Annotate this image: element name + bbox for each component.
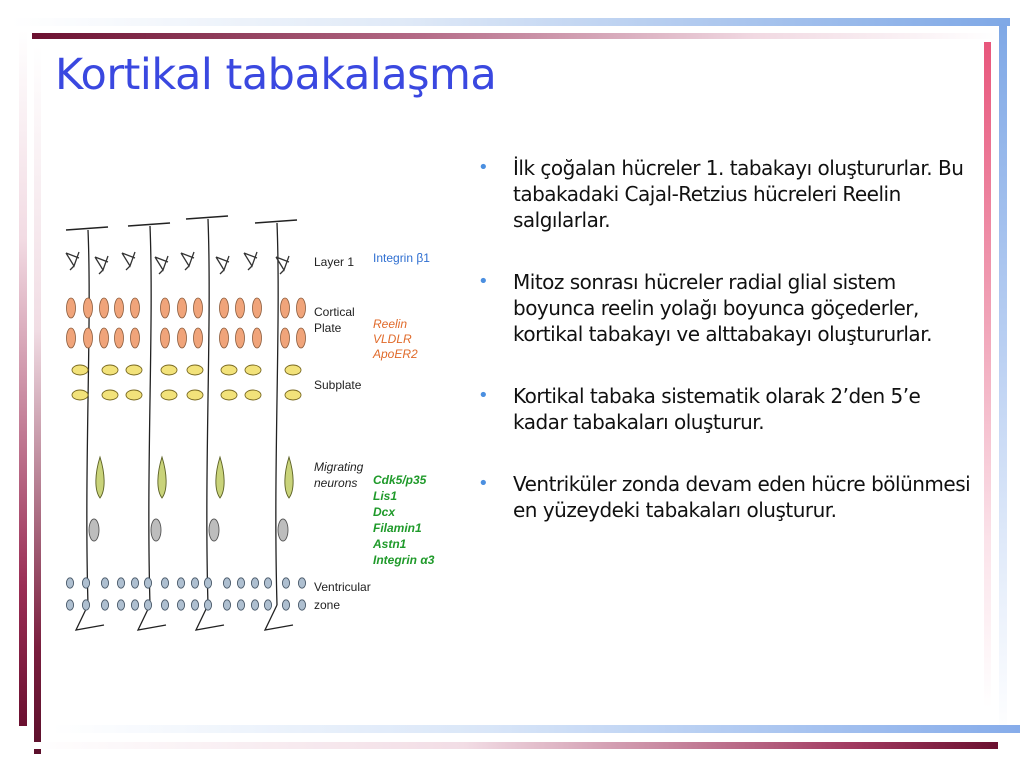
radial-glia-base [76, 605, 104, 630]
subplate-cell [102, 390, 118, 400]
subplate-cell [187, 390, 203, 400]
cajal-retzius-cell [244, 252, 257, 270]
bullet-text: Ventriküler zonda devam eden hücre bölünmesi en yüzeydeki tabakaları oluşturur. [513, 472, 971, 522]
bullet-text: Mitoz sonrası hücreler radial glial sistem boyunca reelin yolağı boyunca göçederler, kortikal tabakayı ve alttabakayı oluştururlar. [513, 270, 932, 346]
decor-bar-top-blue [10, 18, 1010, 26]
layer-label-cortical-plate [314, 305, 358, 335]
ventricular-zone-cell [177, 600, 184, 610]
cortical-plate-cell [161, 298, 170, 318]
ventricular-zone-cell [117, 578, 124, 588]
cortical-plate-cell [131, 328, 140, 348]
marker-label: ApoER2 [373, 347, 418, 361]
ventricular-zone-cell [177, 578, 184, 588]
cortical-plate-cell [236, 298, 245, 318]
migrating-neuron [216, 457, 224, 498]
marker-label: Reelin [373, 317, 408, 331]
ventricular-zone-cell [298, 600, 305, 610]
layer-label-line: Layer 1 [314, 255, 355, 269]
layer-label-subplate [314, 378, 362, 392]
radial-glia-endfoot [66, 227, 108, 230]
cortical-plate-cell [178, 328, 187, 348]
bullet-item [478, 155, 978, 233]
layer-label-line: Subplate [314, 378, 362, 392]
bullet-dot-icon: • [478, 157, 489, 178]
radial-glia-fibre [87, 230, 89, 605]
markers-migrating [372, 473, 435, 567]
subplate-cell [161, 365, 177, 375]
bullet-dot-icon: • [478, 473, 489, 494]
subplate-cell [187, 365, 203, 375]
marker-label: Dcx [373, 505, 396, 519]
radial-glia-soma [89, 519, 99, 541]
cortical-layering-diagram [55, 205, 435, 649]
cajal-retzius-cell [122, 252, 135, 270]
subplate-cell [102, 365, 118, 375]
cortical-plate-cell [236, 328, 245, 348]
cortical-plate-cell [281, 328, 290, 348]
ventricular-zone-cell [237, 600, 244, 610]
subplate-cell [221, 365, 237, 375]
ventricular-zone-cell [161, 578, 168, 588]
ventricular-zone-cell [82, 578, 89, 588]
layer-label-migrating-neurons [314, 460, 367, 490]
ventricular-zone-cell [144, 600, 151, 610]
layer-label-line: Cortical [314, 305, 355, 319]
cortical-plate-cell [115, 328, 124, 348]
radial-glia-endfoot [128, 223, 170, 226]
bullet-list [478, 155, 978, 559]
decor-bar-top-red [32, 33, 996, 39]
ventricular-zone-cell [298, 578, 305, 588]
ventricular-zone-cell [131, 578, 138, 588]
bullet-item [478, 269, 978, 347]
layer-label-line: Ventricular [314, 580, 371, 594]
marker-label: VLDLR [373, 332, 412, 346]
ventricular-zone-cell [191, 600, 198, 610]
radial-glia-fibre [149, 226, 151, 605]
cortical-plate-cell [220, 328, 229, 348]
ventricular-zone-cell [204, 578, 211, 588]
marker-label: Astn1 [373, 537, 407, 551]
ventricular-zone-cell [82, 600, 89, 610]
ventricular-zone-cell [223, 578, 230, 588]
cortical-plate-cells-group [67, 298, 306, 348]
ventricular-zone-cell [66, 578, 73, 588]
subplate-cell [245, 365, 261, 375]
decor-bar-bottom-blue [52, 725, 1020, 733]
layer-label-ventricular-zone [314, 580, 374, 612]
ventricular-zone-cell [264, 600, 271, 610]
cortical-plate-cell [194, 298, 203, 318]
bullet-item [478, 383, 978, 435]
migrating-neuron [158, 457, 166, 498]
radial-glia-soma [278, 519, 288, 541]
layer-label-line: Migrating [314, 460, 364, 474]
decor-bar-right-red [984, 42, 991, 708]
ventricular-zone-cell [204, 600, 211, 610]
bullet-text: Kortikal tabaka sistematik olarak 2’den 5’e kadar tabakaları oluşturur. [513, 384, 921, 434]
ventricular-zone-cell [264, 578, 271, 588]
cajal-retzius-cell [181, 252, 194, 270]
migrating-neurons-group [89, 457, 293, 541]
decor-bar-left-maroon [34, 46, 41, 754]
marker-label: Integrin β1 [373, 251, 430, 265]
layer-label-line: zone [314, 598, 341, 612]
ventricular-zone-cell [282, 578, 289, 588]
cortical-plate-cell [84, 298, 93, 318]
cortical-plate-cell [178, 298, 187, 318]
cajal-retzius-cell [155, 256, 168, 274]
subplate-cell [72, 365, 88, 375]
ventricular-zone-cell [161, 600, 168, 610]
subplate-cell [245, 390, 261, 400]
marker-label: Filamin1 [373, 521, 422, 535]
cajal-retzius-cell [66, 252, 79, 270]
cortical-plate-cell [297, 298, 306, 318]
bullet-text: İlk çoğalan hücreler 1. tabakayı oluştururlar. Bu tabakadaki Cajal-Retzius hücreleri Reelin salgılarlar. [513, 156, 964, 232]
subplate-cell [72, 390, 88, 400]
cortical-plate-cell [67, 298, 76, 318]
bullet-dot-icon: • [478, 385, 489, 406]
radial-glia-endfoot [255, 220, 297, 223]
cortical-plate-cell [100, 298, 109, 318]
subplate-cell [126, 390, 142, 400]
cortical-plate-cell [253, 298, 262, 318]
ventricular-zone-cell [131, 600, 138, 610]
cortical-plate-cell [253, 328, 262, 348]
cortical-layering-svg [55, 205, 435, 645]
bullet-item [478, 471, 978, 523]
migrating-neuron [285, 457, 293, 498]
ventricular-zone-cell [101, 578, 108, 588]
subplate-cells-group [72, 365, 301, 400]
marker-label: Lis1 [373, 489, 398, 503]
cortical-plate-cell [67, 328, 76, 348]
cajal-retzius-cell [95, 256, 108, 274]
markers-layer1 [373, 251, 430, 265]
radial-glia-endfoot [186, 216, 228, 219]
subplate-cell [285, 390, 301, 400]
subplate-cell [221, 390, 237, 400]
ventricular-zone-cell [282, 600, 289, 610]
decor-bar-right-blue [999, 24, 1007, 736]
decor-bar-left-red [19, 30, 27, 726]
ventricular-zone-cell [223, 600, 230, 610]
cortical-plate-cell [161, 328, 170, 348]
bullet-dot-icon: • [478, 271, 489, 292]
decor-bar-bottom-red [26, 742, 998, 749]
radial-glia-group [66, 216, 297, 630]
ventricular-zone-cell [191, 578, 198, 588]
ventricular-zone-cell [144, 578, 151, 588]
ventricular-zone-cell [117, 600, 124, 610]
cortical-plate-cell [115, 298, 124, 318]
subplate-cell [285, 365, 301, 375]
subplate-cell [126, 365, 142, 375]
layer-label-layer1 [314, 255, 354, 269]
markers-cortical-plate [372, 317, 418, 361]
cortical-plate-cell [297, 328, 306, 348]
ventricular-zone-cell [251, 600, 258, 610]
cortical-plate-cell [100, 328, 109, 348]
slide-title: Kortikal tabakalaşma [55, 50, 497, 100]
marker-label: Cdk5/p35 [373, 473, 427, 487]
cajal-retzius-cell [216, 256, 229, 274]
ventricular-zone-cell [101, 600, 108, 610]
radial-glia-fibre [207, 219, 209, 605]
ventricular-zone-cell [237, 578, 244, 588]
cortical-plate-cell [281, 298, 290, 318]
cajal-retzius-cells-group [66, 252, 289, 274]
radial-glia-soma [209, 519, 219, 541]
ventricular-zone-cells-group [66, 578, 305, 610]
ventricular-zone-cell [66, 600, 73, 610]
radial-glia-base [138, 605, 166, 630]
marker-label: Integrin α3 [373, 553, 435, 567]
cortical-plate-cell [131, 298, 140, 318]
radial-glia-soma [151, 519, 161, 541]
layer-label-line: neurons [314, 476, 358, 490]
radial-glia-fibre [276, 223, 278, 605]
ventricular-zone-cell [251, 578, 258, 588]
migrating-neuron [96, 457, 104, 498]
cortical-plate-cell [194, 328, 203, 348]
cortical-plate-cell [84, 328, 93, 348]
layer-label-line: Plate [314, 321, 342, 335]
subplate-cell [161, 390, 177, 400]
cortical-plate-cell [220, 298, 229, 318]
